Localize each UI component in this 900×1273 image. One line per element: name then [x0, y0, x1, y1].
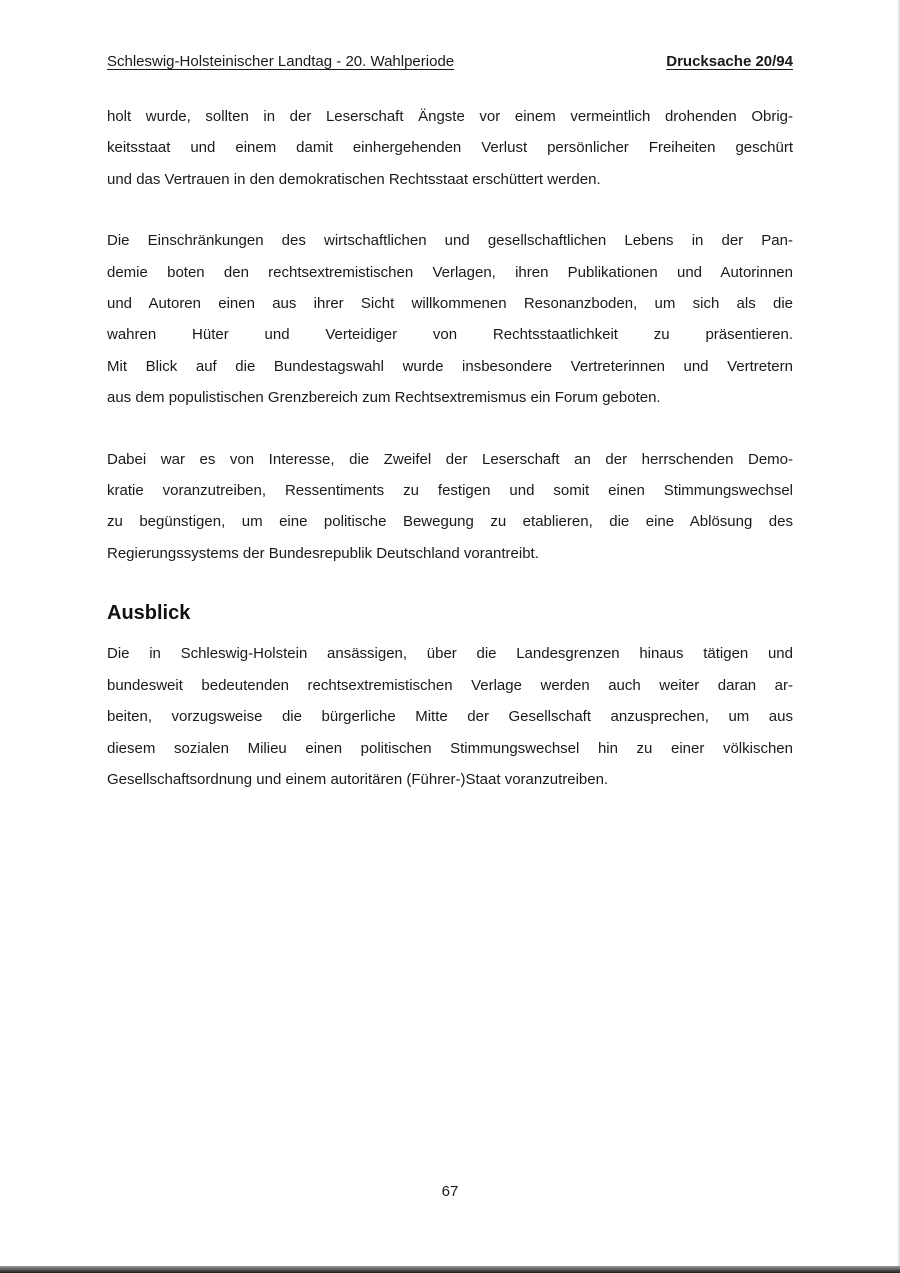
text-line: wahren Hüter und Verteidiger von Rechtsstaatlichkeit zu präsentieren. [107, 326, 793, 344]
text-line: und Autoren einen aus ihrer Sicht willkommenen Resonanzboden, um sich als die [107, 295, 793, 313]
paragraph [107, 101, 793, 195]
text-line: aus dem populistischen Grenzbereich zum Rechtsextremismus ein Forum geboten. [107, 389, 661, 407]
text-line: zu begünstigen, um eine politische Bewegung zu etablieren, die eine Ablösung des [107, 513, 793, 531]
page-header [107, 52, 793, 72]
text-line: beiten, vorzugsweise die bürgerliche Mitte der Gesellschaft anzusprechen, um aus [107, 708, 793, 726]
text-line: und das Vertrauen in den demokratischen Rechtsstaat erschüttert werden. [107, 170, 601, 188]
text-line: diesem sozialen Milieu einen politischen Stimmungswechsel hin zu einer völkischen [107, 739, 793, 757]
text-line: Gesellschaftsordnung und einem autoritären (Führer-)Staat voranzutreiben. [107, 770, 609, 788]
paragraph [107, 225, 793, 413]
text-line: Die Einschränkungen des wirtschaftlichen und gesellschaftlichen Lebens in der Pan- [107, 232, 793, 250]
text-line: Die in Schleswig-Holstein ansässigen, über die Landesgrenzen hinaus tätigen und [107, 645, 793, 663]
section-heading: Ausblick [107, 602, 191, 625]
header-drucksache-number: Drucksache 20/94 [666, 53, 793, 70]
text-line: bundesweit bedeutenden rechtsextremistischen Verlage werden auch weiter daran ar- [107, 676, 793, 694]
header-document-title: Schleswig-Holsteinischer Landtag - 20. Wahlperiode [107, 53, 455, 70]
document-body [107, 101, 793, 795]
text-line: kratie voranzutreiben, Ressentiments zu festigen und somit einen Stimmungswechsel [107, 482, 793, 500]
text-line: Regierungssystems der Bundesrepublik Deutschland vorantreibt. [107, 544, 539, 562]
text-line: demie boten den rechtsextremistischen Verlagen, ihren Publikationen und Autorinnen [107, 263, 793, 281]
scan-edge-bottom [0, 1266, 900, 1273]
text-line: keitsstaat und einem damit einhergehenden Verlust persönlicher Freiheiten geschürt [107, 139, 793, 157]
text-line: Dabei war es von Interesse, die Zweifel der Leserschaft an der herrschenden Demo- [107, 450, 793, 468]
paragraph [107, 638, 793, 795]
text-line: Mit Blick auf die Bundestagswahl wurde insbesondere Vertreterinnen und Vertretern [107, 357, 793, 375]
text-line: holt wurde, sollten in der Leserschaft Ängste vor einem vermeintlich drohenden Obrig- [107, 108, 793, 125]
paragraph [107, 444, 793, 570]
page-number: 67 [441, 1183, 459, 1200]
